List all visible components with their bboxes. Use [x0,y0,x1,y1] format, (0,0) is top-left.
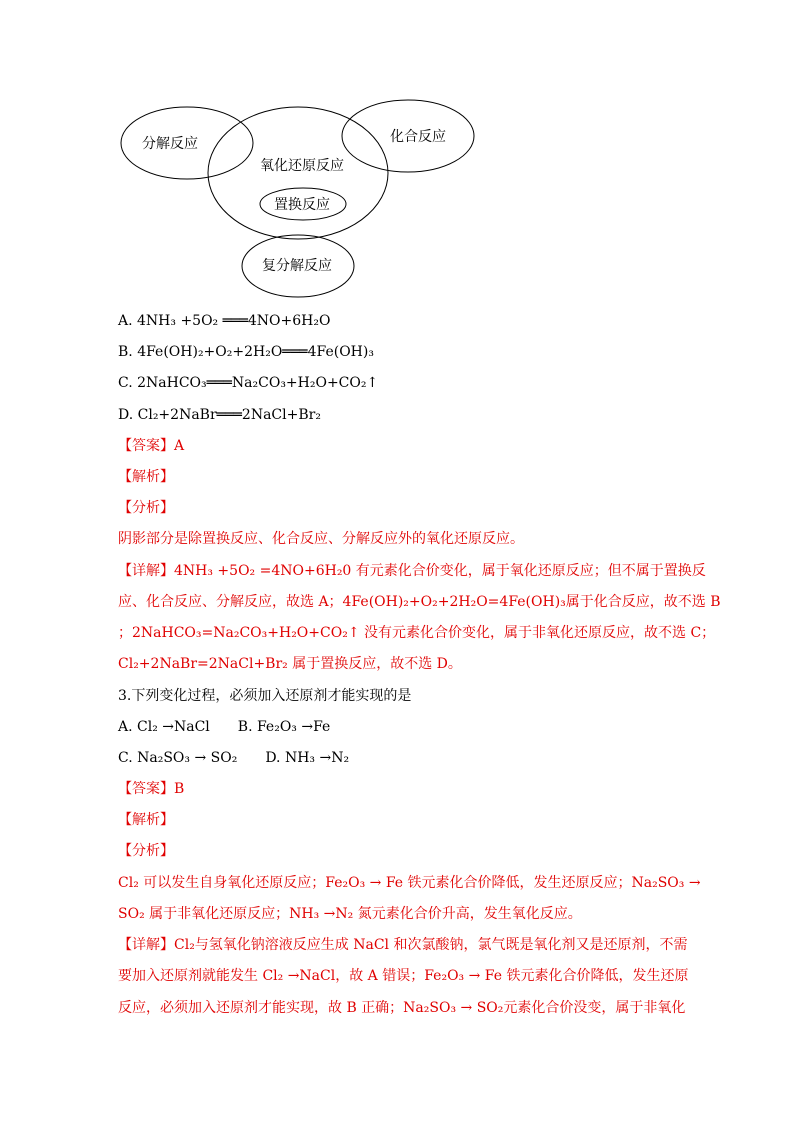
q2-fenxi-heading: 【分析】 [118,500,174,516]
combination-label: 化合反应 [390,129,446,145]
q3-fenxi-line-2: SO₂ 属于非氧化还原反应；NH₃ →N₂ 氮元素化合价升高，发生氧化反应。 [118,906,582,922]
q3-question: 3.下列变化过程，必须加入还原剂才能实现的是 [118,688,412,704]
q3-detail-line-1: 【详解】Cl₂与氢氧化钠溶液反应生成 NaCl 和次氯酸钠，氯气既是氧化剂又是还原剂，不需 [118,937,688,953]
q2-option-d: D. Cl₂+2NaBr═══2NaCl+Br₂ [118,407,321,423]
q2-detail-line-3: ；2NaHCO₃=Na₂CO₃+H₂O+CO₂↑ 没有元素化合价变化，属于非氧化还原反应，故不选 C； [118,625,716,641]
q3-fenxi-line-1: Cl₂ 可以发生自身氧化还原反应；Fe₂O₃ → Fe 铁元素化合价降低，发生还原反应；Na₂SO₃ → [118,875,701,891]
redox-label: 氧化还原反应 [260,158,344,174]
q3-detail-line-3: 反应，必须加入还原剂才能实现，故 B 正确；Na₂SO₃ → SO₂元素化合价没变，属于非氧化 [118,1000,686,1016]
q2-detail-line-1: 【详解】4NH₃ +5O₂ =4NO+6H₂0 有元素化合价变化，属于氧化还原反应；但不属于置换反 [118,563,706,579]
q2-answer: 【答案】A [118,438,185,454]
displacement-label: 置换反应 [274,197,330,213]
q3-options-cd: C. Na₂SO₃ → SO₂ D. NH₃ →N₂ [118,750,350,766]
q2-detail-line-2: 应、化合反应、分解反应，故选 A；4Fe(OH)₂+O₂+2H₂O=4Fe(OH)₃属于化合反应，故不选 B [118,594,721,610]
q2-detail-line-4: Cl₂+2NaBr=2NaCl+Br₂ 属于置换反应，故不选 D。 [118,656,462,672]
q2-jiexi-heading: 【解析】 [118,469,174,485]
q2-option-b: B. 4Fe(OH)₂+O₂+2H₂O═══4Fe(OH)₃ [118,344,374,360]
q2-fenxi-text: 阴影部分是除置换反应、化合反应、分解反应外的氧化还原反应。 [118,531,524,547]
q3-options-ab: A. Cl₂ →NaCl B. Fe₂O₃ →Fe [118,719,331,735]
q3-fenxi-heading: 【分析】 [118,843,174,859]
reaction-type-venn-diagram [112,96,492,306]
double-decomposition-label: 复分解反应 [262,258,332,274]
decomposition-label: 分解反应 [142,136,198,152]
q3-jiexi-heading: 【解析】 [118,812,174,828]
q3-answer: 【答案】B [118,781,185,797]
q3-detail-line-2: 要加入还原剂就能发生 Cl₂ →NaCl，故 A 错误；Fe₂O₃ → Fe 铁元素化合价降低，发生还原 [118,968,689,984]
q2-option-a: A. 4NH₃ +5O₂ ═══4NO+6H₂O [118,313,331,329]
q2-option-c: C. 2NaHCO₃═══Na₂CO₃+H₂O+CO₂↑ [118,375,379,391]
